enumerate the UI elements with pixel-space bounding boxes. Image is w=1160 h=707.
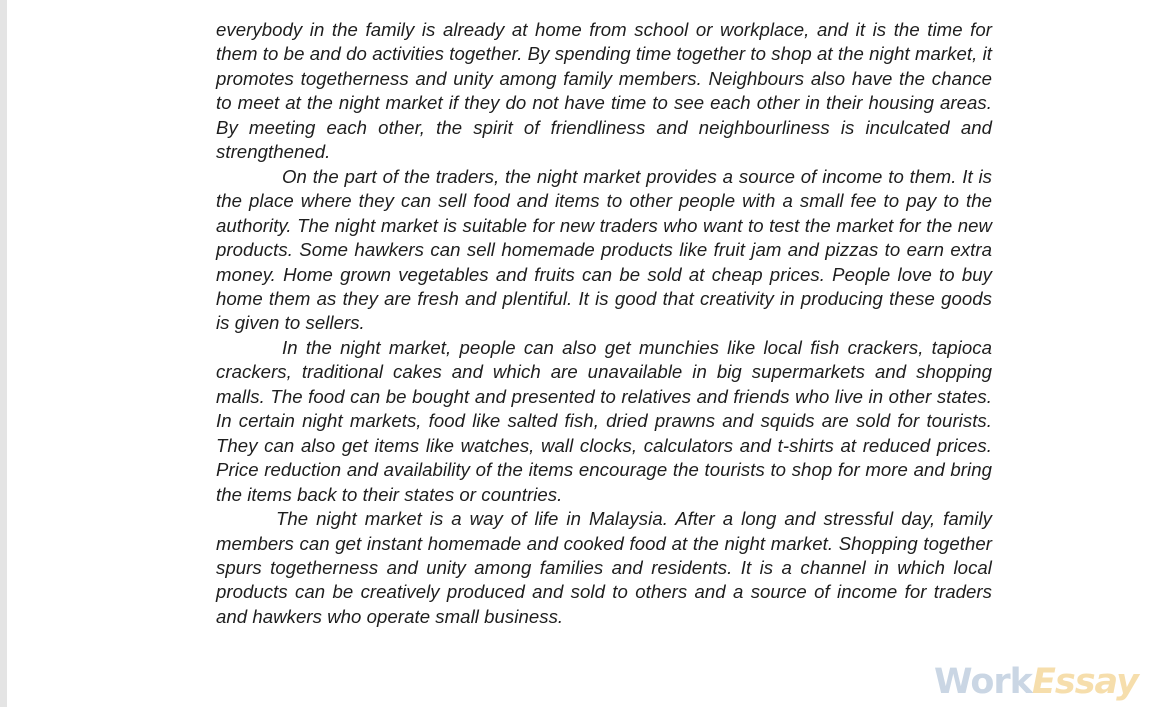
paragraph-2: On the part of the traders, the night market provides a source of income to them. It is the place where they can sell food and items to other people with a small fee to pay to the authority. The night market is suitable for new traders who want to test the market for the new products. Some hawkers can sell homemade products like fruit jam and pizzas to earn extra money. Home grown vegetables and fruits can be sold at cheap prices. People love to buy home them as they are fresh and plentiful. It is good that creativity in producing these goods is given to sellers. <box>216 165 992 334</box>
watermark-work: Work <box>934 662 1032 702</box>
workessay-watermark <box>934 662 1138 702</box>
paragraph-4: The night market is a way of life in Malaysia. After a long and stressful day, family members can get instant homemade and cooked food at the night market. Shopping together spurs togetherness and unity among families and residents. It is a channel in which local products can be creatively produced and sold to others and a source of income for traders and hawkers who operate small business. <box>216 508 992 627</box>
paragraph-3: In the night market, people can also get munchies like local fish crackers, tapioca crackers, traditional cakes and which are unavailable in big supermarkets and shopping malls. The food can be bought and presented to relatives and friends who live in other states. In certain night markets, food like salted fish, dried prawns and squids are sold for tourists. They can also get items like watches, wall clocks, calculators and t-shirts at reduced prices. Price reduction and availability of the items encourage the tourists to shop for more and bring the items back to their states or countries. <box>216 336 992 505</box>
document-page <box>216 18 992 629</box>
left-margin-bar <box>0 0 7 707</box>
watermark-essay: Essay <box>1031 662 1138 702</box>
paragraph-1: everybody in the family is already at home from school or workplace, and it is the time for them to be and do activities together. By spending time together to shop at the night market, it promotes togetherness and unity among family members. Neighbours also have the chance to meet at the night market if they do not have time to see each other in their housing areas. By meeting each other, the spirit of friendliness and neighbourliness is inculcated and strengthened. <box>216 19 992 163</box>
